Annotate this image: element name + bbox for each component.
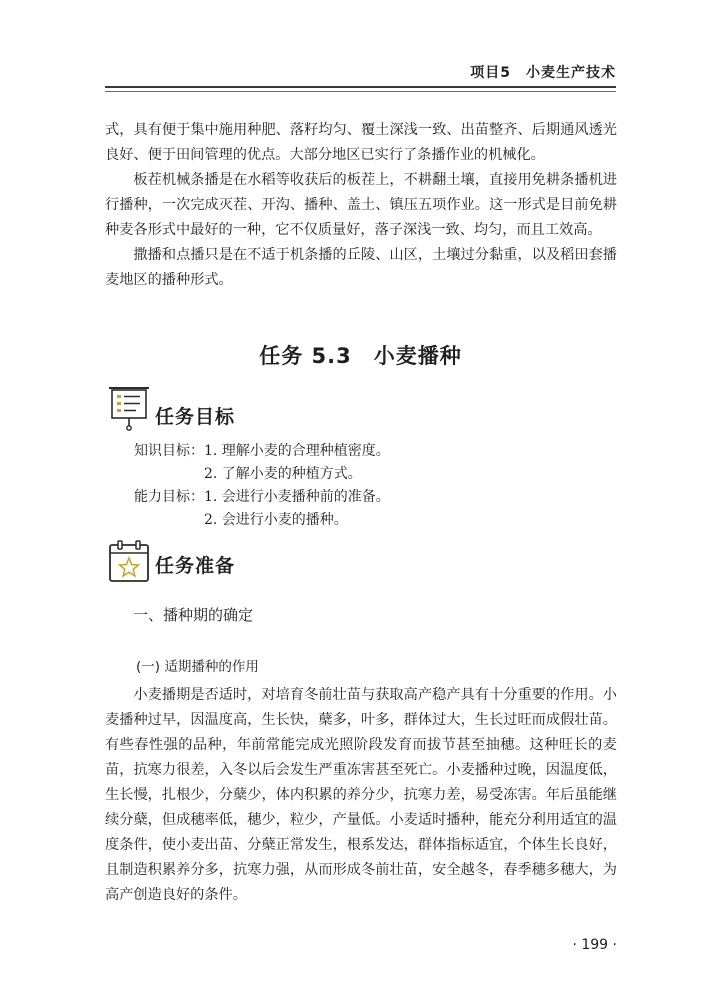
task-prep-title: 任务准备 (155, 555, 236, 577)
ability-goal-row-2 (204, 509, 348, 531)
ability-goal-label: 能力目标： (134, 489, 204, 505)
ability-goal-row-1 (134, 486, 390, 508)
intro-paragraph-2: 板茬机械条播是在水稻等收获后的板茬上，不耕翻土壤，直接用免耕条播机进行播种，一次完成灭茬、开沟、播种、盖土、镇压五项作业。这一形式是目前免耕种麦各形式中最好的一种，它不仅质量好，落子深浅一致、均匀，而且工效高。 (105, 172, 617, 238)
main-text (105, 683, 617, 908)
intro-paragraph-1: 式，具有便于集中施用种肥、落籽均匀、覆土深浅一致、出苗整齐、后期通风透光良好、便于田间管理的优点。大部分地区已实行了条播作业的机械化。 (105, 122, 617, 163)
section-title: 任务 5.3 小麦播种 (259, 344, 462, 368)
heading-sowing-date: 一、播种期的确定 (133, 606, 254, 624)
header-rule-thick (105, 86, 616, 88)
task-goal-title: 任务目标 (155, 406, 236, 428)
knowledge-goal-item-2: 2. 了解小麦的种植方式。 (204, 466, 362, 482)
intro-paragraph-3: 撒播和点播只是在不适于机条播的丘陵、山区，土壤过分黏重，以及稻田套播麦地区的播种形式。 (105, 247, 617, 288)
main-paragraph: 小麦播期是否适时，对培育冬前壮苗与获取高产稳产具有十分重要的作用。小麦播种过早，因温度高，生长快，蘖多，叶多，群体过大，生长过旺而成假壮苗。有些春性强的品种，年前常能完成光照阶段发育而拔节甚至抽穗。这种旺长的麦苗，抗寒力很差，入冬以后会发生严重冻害甚至死亡。小麦播种过晚，因温度低，生长慢，扎根少，分蘖少，体内积累的养分少，抗寒力差，易受冻害。年后虽能继续分蘖，但成穗率低，穗少，粒少，产量低。小麦适时播种，能充分利用适宜的温度条件，使小麦出苗、分蘖正常发生，根系发达，群体指标适宜，个体生长良好，且制造积累养分多，抗寒力强，从而形成冬前壮苗，安全越冬，春季穗多穗大，为高产创造良好的条件。 (105, 687, 617, 903)
presentation-board-icon (106, 385, 152, 433)
knowledge-goal-row-1 (134, 440, 390, 462)
page-number: · 199 · (572, 937, 617, 953)
ability-goal-item-2: 2. 会进行小麦的播种。 (204, 512, 348, 528)
knowledge-goal-row-2 (204, 463, 362, 485)
ability-goal-item-1: 1. 会进行小麦播种前的准备。 (204, 489, 390, 505)
calendar-star-icon (107, 538, 151, 584)
running-header: 项目5 小麦生产技术 (470, 65, 616, 81)
header-rule-thin (105, 91, 616, 92)
knowledge-goal-item-1: 1. 理解小麦的合理种植密度。 (204, 443, 390, 459)
intro-text (105, 118, 617, 293)
knowledge-goal-label: 知识目标： (134, 443, 204, 459)
heading-timely-sowing: (一) 适期播种的作用 (136, 659, 259, 675)
